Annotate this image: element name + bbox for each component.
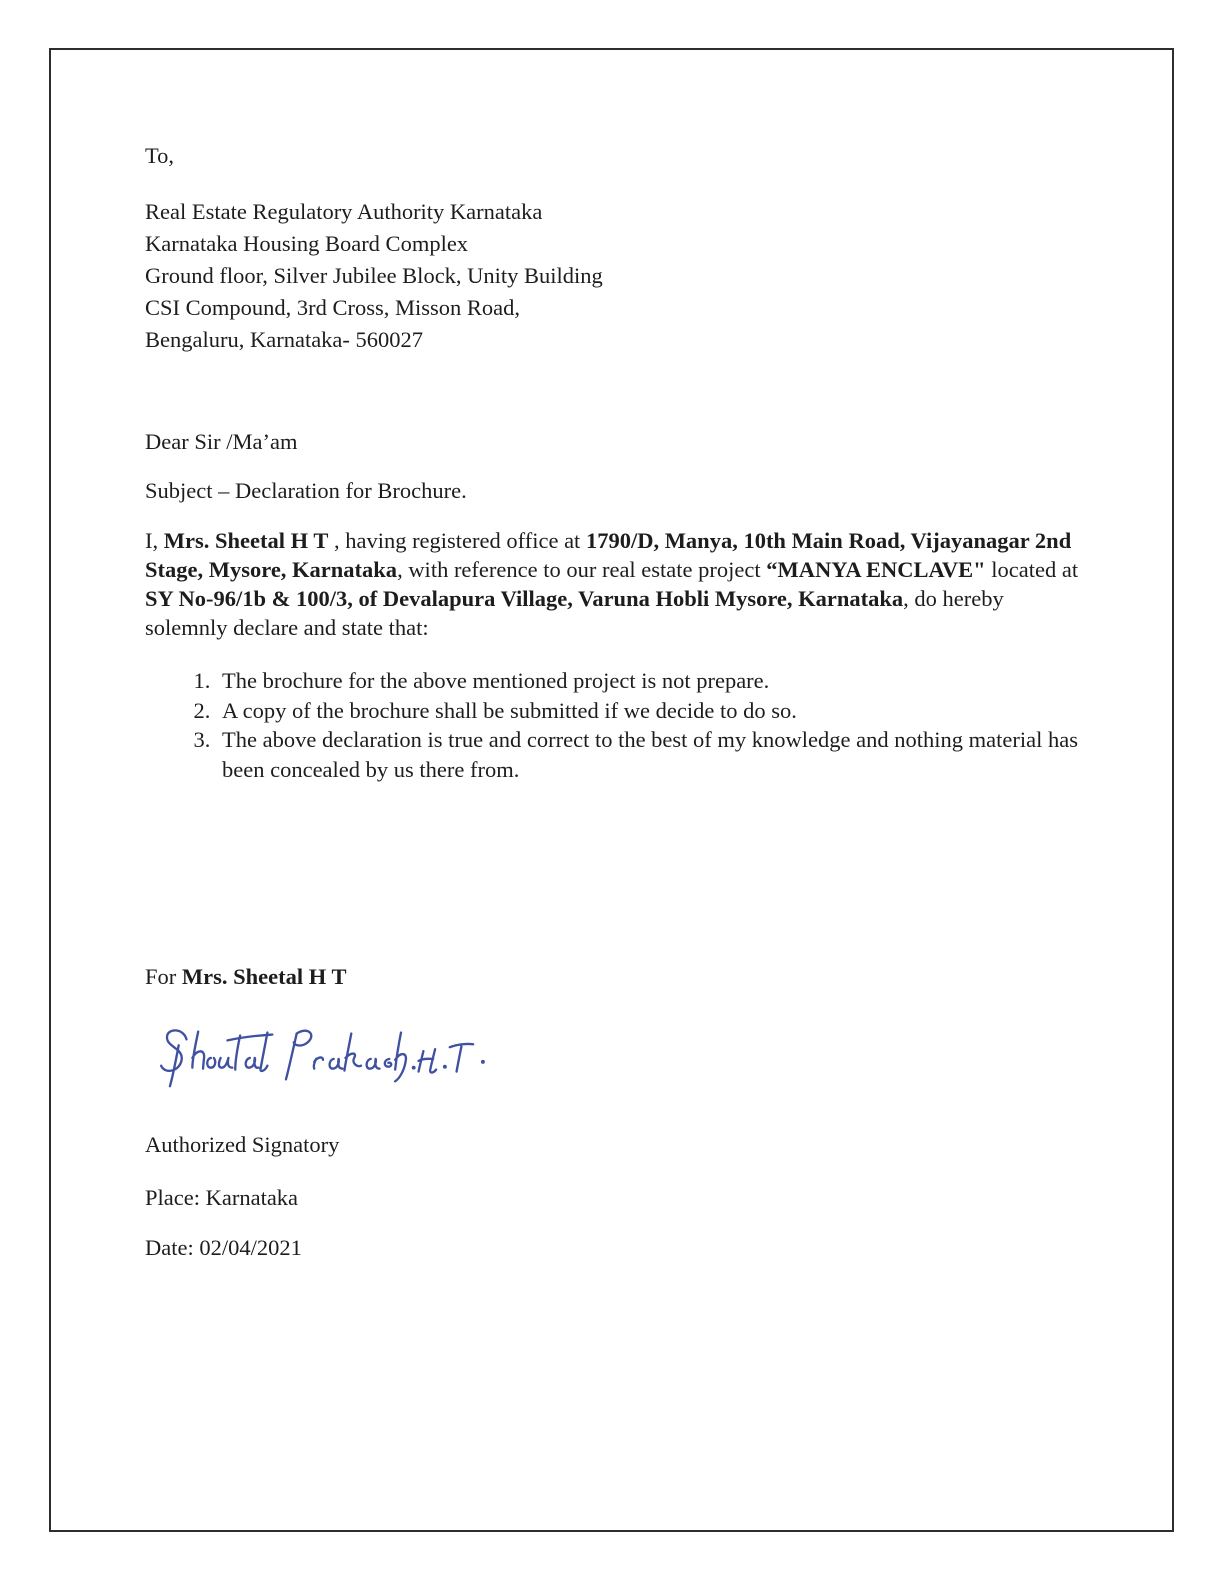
address-line: Bengaluru, Karnataka- 560027 [145,327,424,352]
address-line: CSI Compound, 3rd Cross, Misson Road, [145,295,521,320]
signature-image [153,1016,493,1094]
declaration-list [145,666,1083,784]
date-line: Date: 02/04/2021 [145,1235,302,1260]
declaration-text-segment: , having registered office at [328,528,586,553]
declaration-paragraph [145,526,1083,642]
signature-ink-dots [412,1060,485,1070]
declaration-bold-segment: “MANYA ENCLAVE" [766,557,986,582]
signoff-prefix: For [145,964,182,989]
declaration-bold-segment: SY No-96/1b & 100/3, of Devalapura Village, Varuna Hobli Mysore, Karnataka [145,586,904,611]
subject-line: Subject – Declaration for Brochure. [145,478,467,503]
place-line: Place: Karnataka [145,1185,299,1210]
recipient-address [145,196,1083,356]
declaration-text-segment: I, [145,528,164,553]
declaration-bold-segment: 1790/D, Manya, 10th Main Road, Vijayanagar 2nd Stage, Mysore, Karnataka [145,528,1072,582]
declaration-text-segment: , do hereby solemnly declare and state that: [145,586,1004,640]
declaration-bold-segment: Mrs. Sheetal H T [163,528,329,553]
list-item: 1. The brochure for the above mentioned project is not prepare. [216,666,1083,696]
list-item: 3. The above declaration is true and correct to the best of my knowledge and nothing material has been concealed by us there from. [216,725,1083,784]
list-item: 2. A copy of the brochure shall be submitted if we decide to do so. [216,696,1083,726]
letter-content [145,140,1083,1262]
signoff-name: Mrs. Sheetal H T [181,964,347,989]
signature-ink [161,1030,473,1086]
declaration-text-segment: located at [985,557,1079,582]
declaration-text-segment: , with reference to our real estate project [397,557,767,582]
to-label: To, [145,143,175,168]
address-line: Ground floor, Silver Jubilee Block, Unity Building [145,263,603,288]
salutation: Dear Sir /Ma’am [145,429,298,454]
authorized-signatory-label: Authorized Signatory [145,1132,340,1157]
address-line: Karnataka Housing Board Complex [145,231,469,256]
signoff-line [145,962,1083,991]
address-line: Real Estate Regulatory Authority Karnataka [145,199,543,224]
